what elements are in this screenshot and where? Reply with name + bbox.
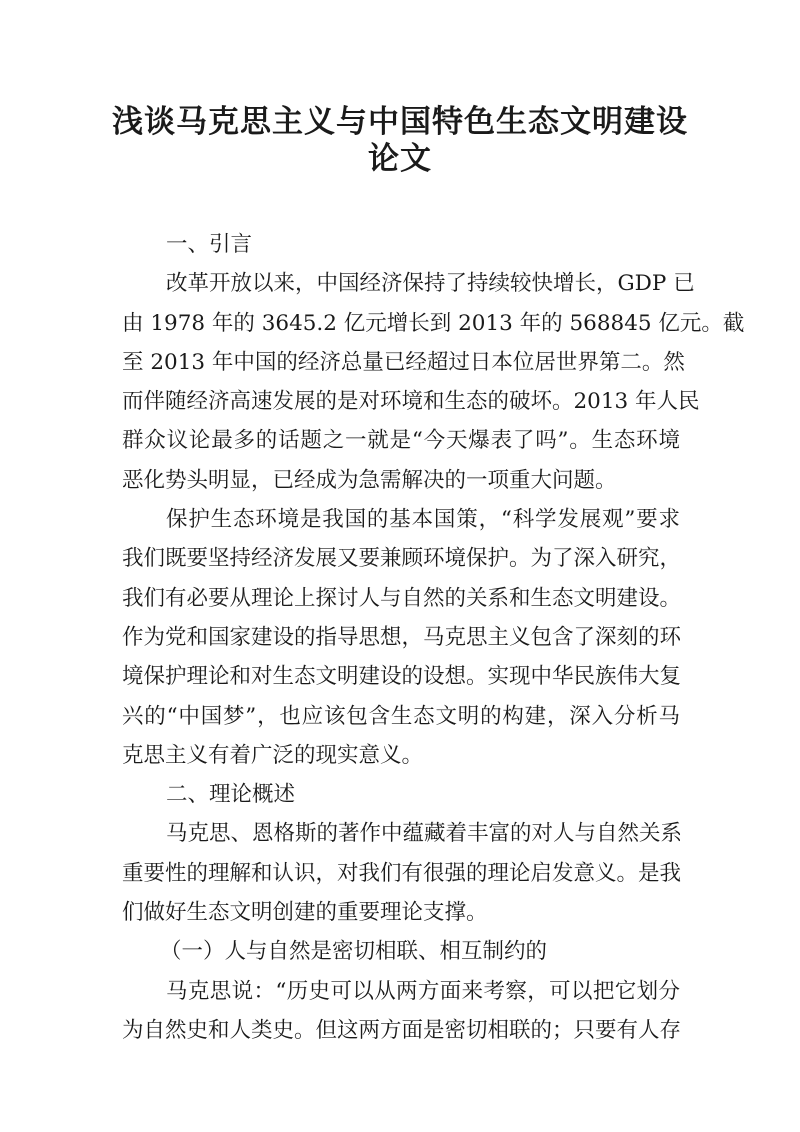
paragraph-line: 群众议论最多的话题之一就是“今天爆表了吗”。生态环境 (122, 428, 680, 454)
paragraph-line: 为自然史和人类史。但这两方面是密切相联的；只要有人存 (122, 1017, 682, 1043)
paragraph-line: 恶化势头明显，已经成为急需解决的一项重大问题。 (122, 467, 617, 493)
paragraph-line: 克思主义有着广泛的现实意义。 (122, 742, 424, 768)
paragraph-line: 保护生态环境是我国的基本国策，“科学发展观”要求 (166, 507, 680, 533)
section-heading-introduction: 一、引言 (166, 232, 253, 257)
paragraph-line: 至 2013 年中国的经济总量已经超过日本位居世界第二。然 (122, 349, 685, 375)
paragraph-line: 作为党和国家建设的指导思想，马克思主义包含了深刻的环 (122, 624, 682, 650)
paragraph-line: 们做好生态文明创建的重要理论支撑。 (122, 900, 488, 926)
document-title-line-1: 浅谈马克思主义与中国特色生态文明建设 (112, 104, 688, 140)
paragraph-4 (122, 972, 680, 1051)
paragraph-line: 境保护理论和对生态文明建设的设想。实现中华民族伟大复 (122, 664, 682, 690)
paragraph-line: 马克思说：“历史可以从两方面来考察，可以把它划分 (166, 978, 680, 1004)
document-body (122, 225, 745, 1050)
paragraph-line: 重要性的理解和认识，对我们有很强的理论启发意义。是我 (122, 860, 682, 886)
section-heading-theory-overview: 二、理论概述 (166, 782, 296, 808)
paragraph-line: 兴的“中国梦”，也应该包含生态文明的构建，深入分析马 (122, 703, 680, 729)
paragraph-line: 马克思、恩格斯的著作中蕴藏着丰富的对人与自然关系 (166, 821, 683, 847)
paragraph-2 (122, 500, 680, 775)
paragraph-line: 而伴随经济高速发展的是对环境和生态的破坏。2013 年人民 (122, 389, 700, 415)
paragraph-1 (122, 264, 745, 500)
subsection-heading-1: （一）人与自然是密切相联、相互制约的 (160, 939, 548, 965)
paragraph-line: 我们既要坚持经济发展又要兼顾环境保护。为了深入研究， (122, 546, 682, 572)
paragraph-3 (122, 814, 683, 932)
paragraph-line: 改革开放以来，中国经济保持了持续较快增长，GDP 已 (166, 271, 695, 297)
document-title-line-2: 论文 (368, 141, 432, 177)
paragraph-line: 由 1978 年的 3645.2 亿元增长到 2013 年的 568845 亿元。截 (122, 310, 745, 336)
paragraph-line: 我们有必要从理论上探讨人与自然的关系和生态文明建设。 (122, 585, 682, 611)
